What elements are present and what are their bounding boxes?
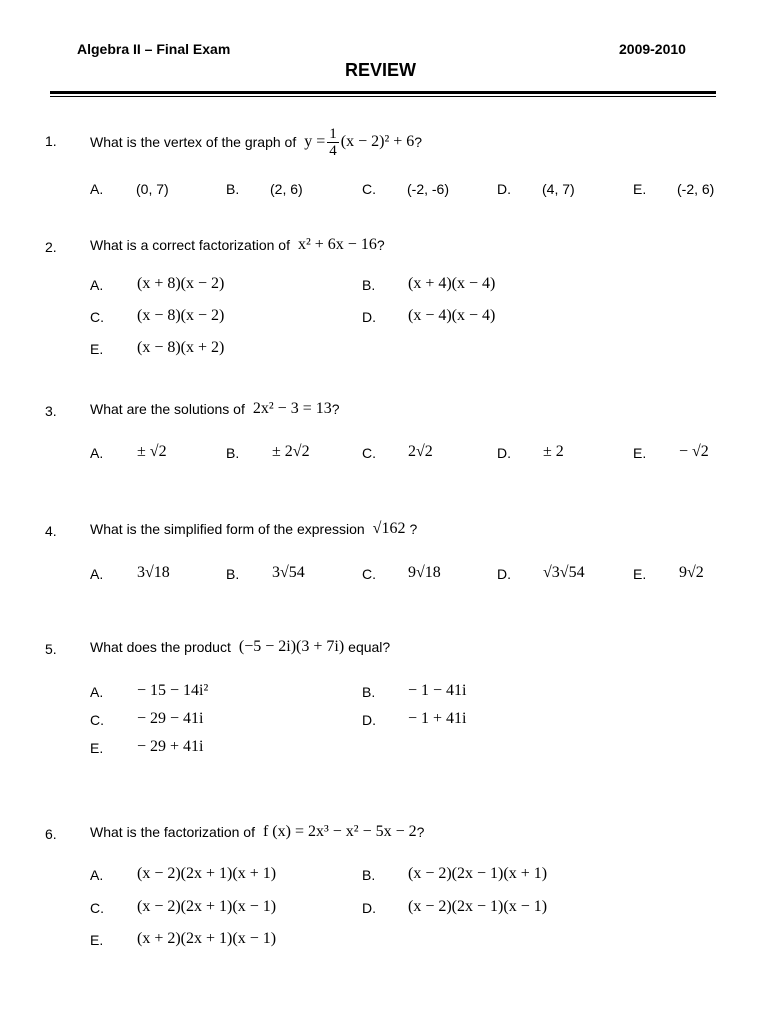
choice-value: (x + 2)(2x + 1)(x − 1) bbox=[137, 930, 277, 947]
choice-value: 9√2 bbox=[679, 564, 704, 581]
choice-value: (-2, -6) bbox=[407, 181, 449, 197]
question-prompt bbox=[90, 120, 422, 164]
choice-letter: C. bbox=[90, 712, 104, 728]
choice-value: (4, 7) bbox=[542, 181, 575, 197]
choice-value: (x − 2)(2x − 1)(x − 1) bbox=[408, 898, 548, 915]
choice-letter: A. bbox=[90, 867, 104, 883]
question-end: ? bbox=[376, 237, 385, 253]
choice-value: (x − 2)(2x + 1)(x − 1) bbox=[137, 898, 277, 915]
question-text: What are the solutions of bbox=[90, 401, 245, 417]
question-expression: 2x² − 3 = 13 bbox=[252, 400, 332, 417]
choice-value: (0, 7) bbox=[136, 181, 169, 197]
fraction-numerator: 1 bbox=[329, 125, 337, 142]
choice-value: (-2, 6) bbox=[677, 181, 715, 197]
choice-value: (x − 8)(x + 2) bbox=[137, 339, 225, 356]
choice-letter: B. bbox=[226, 181, 240, 197]
question-expression: √162 bbox=[372, 520, 406, 537]
choice-letter: C. bbox=[362, 566, 376, 582]
choice-letter: E. bbox=[633, 566, 647, 582]
choice-value: − 1 + 41i bbox=[408, 710, 467, 727]
question-number: 5. bbox=[45, 641, 57, 657]
header-rule-thick bbox=[50, 91, 716, 94]
fraction bbox=[327, 126, 339, 159]
choice-value: (x − 4)(x − 4) bbox=[408, 307, 496, 324]
question-end: ? bbox=[409, 521, 418, 537]
expression-lhs: y = bbox=[304, 133, 326, 150]
choice-letter: A. bbox=[90, 445, 104, 461]
choice-letter: C. bbox=[362, 181, 376, 197]
choice-value: (x − 2)(2x − 1)(x + 1) bbox=[408, 865, 548, 882]
choice-letter: D. bbox=[497, 566, 511, 582]
choice-value: ± 2√2 bbox=[272, 443, 310, 460]
question-text: What is the vertex of the graph of bbox=[90, 134, 297, 150]
choice-letter: E. bbox=[90, 932, 104, 948]
choice-value: ± 2 bbox=[543, 443, 564, 460]
question-number: 3. bbox=[45, 403, 57, 419]
choice-value: − 29 − 41i bbox=[137, 710, 204, 727]
question-prompt bbox=[90, 236, 385, 254]
page-title: REVIEW bbox=[345, 60, 417, 80]
choice-letter: E. bbox=[633, 445, 647, 461]
choice-letter: A. bbox=[90, 277, 104, 293]
header-rule-thin bbox=[50, 96, 716, 97]
school-year: 2009-2010 bbox=[619, 41, 686, 57]
choice-letter: E. bbox=[90, 341, 104, 357]
choice-letter: B. bbox=[226, 566, 240, 582]
question-end: ? bbox=[414, 134, 423, 150]
choice-letter: D. bbox=[362, 309, 376, 325]
choice-value: √3√54 bbox=[543, 564, 585, 581]
choice-value: − 15 − 14i² bbox=[137, 682, 209, 699]
expression-rhs: (x − 2)² + 6 bbox=[340, 133, 415, 150]
question-number: 1. bbox=[45, 133, 57, 149]
choice-value: − 1 − 41i bbox=[408, 682, 467, 699]
question-expression: f (x) = 2x³ − x² − 5x − 2 bbox=[262, 823, 417, 840]
fraction-denominator: 4 bbox=[329, 142, 337, 159]
question-text: What is a correct factorization of bbox=[90, 237, 290, 253]
choice-letter: D. bbox=[497, 181, 511, 197]
question-expression: x² + 6x − 16 bbox=[297, 236, 377, 253]
question-prompt bbox=[90, 520, 417, 538]
choice-letter: E. bbox=[90, 740, 104, 756]
question-end: equal? bbox=[348, 639, 391, 655]
choice-letter: A. bbox=[90, 181, 104, 197]
question-text: What does the product bbox=[90, 639, 231, 655]
choice-value: 9√18 bbox=[408, 564, 441, 581]
course-title: Algebra II – Final Exam bbox=[77, 41, 231, 57]
question-text: What is the simplified form of the expression bbox=[90, 521, 365, 537]
choice-letter: D. bbox=[362, 712, 376, 728]
choice-letter: B. bbox=[362, 684, 376, 700]
choice-value: − √2 bbox=[679, 443, 709, 460]
choice-value: 3√54 bbox=[272, 564, 305, 581]
choice-value: 2√2 bbox=[408, 443, 433, 460]
choice-letter: C. bbox=[90, 900, 104, 916]
choice-letter: A. bbox=[90, 684, 104, 700]
question-number: 2. bbox=[45, 239, 57, 255]
question-text: What is the factorization of bbox=[90, 824, 255, 840]
choice-letter: B. bbox=[226, 445, 240, 461]
question-prompt bbox=[90, 638, 390, 656]
question-number: 6. bbox=[45, 826, 57, 842]
question-prompt bbox=[90, 400, 340, 418]
question-end: ? bbox=[416, 824, 425, 840]
choice-letter: A. bbox=[90, 566, 104, 582]
choice-value: (x − 8)(x − 2) bbox=[137, 307, 225, 324]
question-prompt bbox=[90, 823, 424, 841]
choice-value: (x + 4)(x − 4) bbox=[408, 275, 496, 292]
choice-letter: B. bbox=[362, 277, 376, 293]
choice-value: ± √2 bbox=[137, 443, 167, 460]
choice-letter: D. bbox=[362, 900, 376, 916]
choice-value: (x + 8)(x − 2) bbox=[137, 275, 225, 292]
choice-letter: E. bbox=[633, 181, 647, 197]
choice-value: 3√18 bbox=[137, 564, 170, 581]
choice-value: (2, 6) bbox=[270, 181, 303, 197]
choice-letter: C. bbox=[90, 309, 104, 325]
choice-letter: D. bbox=[497, 445, 511, 461]
question-number: 4. bbox=[45, 523, 57, 539]
choice-value: − 29 + 41i bbox=[137, 738, 204, 755]
choice-letter: B. bbox=[362, 867, 376, 883]
question-end: ? bbox=[331, 401, 340, 417]
choice-letter: C. bbox=[362, 445, 376, 461]
question-expression: (−5 − 2i)(3 + 7i) bbox=[238, 638, 345, 655]
choice-value: (x − 2)(2x + 1)(x + 1) bbox=[137, 865, 277, 882]
